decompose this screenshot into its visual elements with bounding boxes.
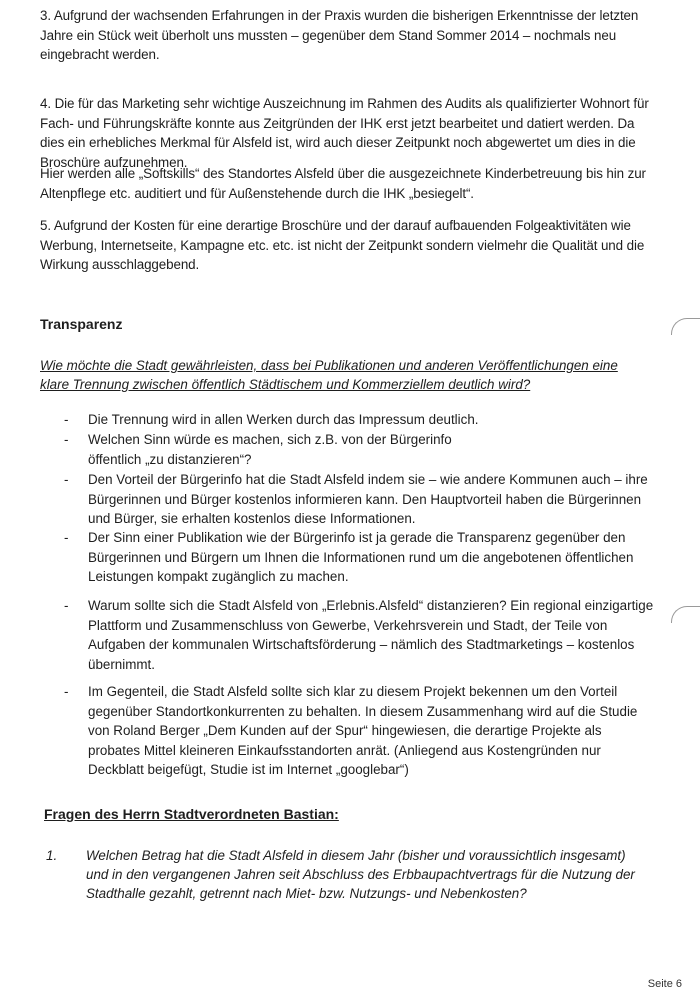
list-item — [64, 430, 654, 469]
bullet-text: Welchen Sinn würde es machen, sich z.B. von der Bürgerinfo öffentlich „zu distanzieren“? — [88, 432, 452, 467]
bullet-dash: - — [64, 684, 69, 699]
question-number: 1. — [46, 848, 58, 863]
question-transparenz: Wie möchte die Stadt gewährleisten, dass bei Publikationen und anderen Veröffentlichungen eine klare Trennung zwischen öffentlich Städtischem und Kommerziellem deutlich wird? — [40, 358, 618, 392]
list-item — [64, 470, 654, 529]
list-item — [64, 682, 654, 780]
bullet-text: Der Sinn einer Publikation wie der Bürgerinfo ist ja gerade die Transparenz gegenüber den Bürgerinnen und Bürgern um Ihnen die Informationen rund um die angebotenen öffentlichen Leistungen kompakt zugänglich zu machen. — [88, 530, 634, 584]
bullet-text: Warum sollte sich die Stadt Alsfeld von „Erlebnis.Alsfeld“ distanzieren? Ein regional einzigartige Plattform und Zusammenschluss von Gewerbe, Verkehrsverein und Stadt, der Teile von Aufgaben der kommunalen Wirtschaftsförderung – nämlich des Stadtmarketings – kostenlos übernimmt. — [88, 598, 654, 672]
list-item — [64, 528, 654, 587]
margin-punch-mark — [671, 318, 700, 335]
numbered-question — [46, 846, 646, 903]
section-heading-bastian: Fragen des Herrn Stadtverordneten Bastian: — [44, 806, 339, 822]
bullet-text: Den Vorteil der Bürgerinfo hat die Stadt Alsfeld indem sie – wie andere Kommunen auch – ihre Bürgerinnen und Bürger kostenlos informieren kann. Den Hauptvorteil haben die Bürgerinnen und Bürger, sie erhalten kostenlos diese Informationen. — [88, 472, 648, 526]
bullet-text: Im Gegenteil, die Stadt Alsfeld sollte sich klar zu diesem Projekt bekennen um den Vorteil gegenüber Standortkonkurrenten zu behalten. In diesem Zusammenhang wird auf die Studie von Roland Berger „Dem Kunden auf der Spur“ hingewiesen, die derartige Projekte als probates Mittel kleineren Einkaufsstandorten anrät. (Anliegend aus Kostengründen nur Deckblatt beigefügt, Studie ist im Internet „googlebar“) — [88, 684, 638, 777]
bullet-dash: - — [64, 432, 69, 447]
bullet-dash: - — [64, 412, 69, 427]
page-number: Seite 6 — [647, 978, 682, 990]
section-heading-transparenz: Transparenz — [40, 316, 123, 332]
margin-punch-mark — [671, 606, 700, 623]
bullet-text: Die Trennung wird in allen Werken durch das Impressum deutlich. — [88, 412, 479, 427]
bullet-dash: - — [64, 530, 69, 545]
paragraph-3: 3. Aufgrund der wachsenden Erfahrungen in der Praxis wurden die bisherigen Erkenntnisse der letzten Jahre ein Stück weit überholt uns mussten – gegenüber dem Stand Sommer 2014 – nochmals neu eingebracht werden. — [40, 8, 639, 62]
question-text: Welchen Betrag hat die Stadt Alsfeld in diesem Jahr (bisher und voraussichtlich insgesamt) und in den vergangenen Jahren seit Abschluss des Erbbaupachtvertrags für die Nutzung der Stadthalle gezahlt, getrennt nach Miet- bzw. Nutzungs- und Nebenkosten? — [86, 848, 635, 901]
paragraph-5: 5. Aufgrund der Kosten für eine derartige Broschüre und der darauf aufbauenden Folgeaktivitäten wie Werbung, Internetseite, Kampagne etc. etc. ist nicht der Zeitpunkt sondern vielmehr die Qualität und die Wirkung ausschlaggebend. — [40, 218, 645, 272]
paragraph-4: 4. Die für das Marketing sehr wichtige Auszeichnung im Rahmen des Audits als qualifizierter Wohnort für Fach- und Führungskräfte konnte aus Zeitgründen der IHK erst jetzt bearbeitet und datiert werden. Da dies ein erhebliches Merkmal für Alsfeld ist, wird auch dieser Zeitpunkt noch abgewertet um dies in die Broschüre aufzunehmen. — [40, 96, 649, 170]
list-item — [64, 596, 654, 674]
bullet-dash: - — [64, 598, 69, 613]
bullet-dash: - — [64, 472, 69, 487]
paragraph-4-softskills: Hier werden alle „Softskills“ des Standortes Alsfeld über die ausgezeichnete Kinderbetreuung bis hin zur Altenpflege etc. auditiert und für Außenstehende durch die IHK „besiegelt“. — [40, 166, 646, 201]
list-item — [64, 410, 654, 430]
